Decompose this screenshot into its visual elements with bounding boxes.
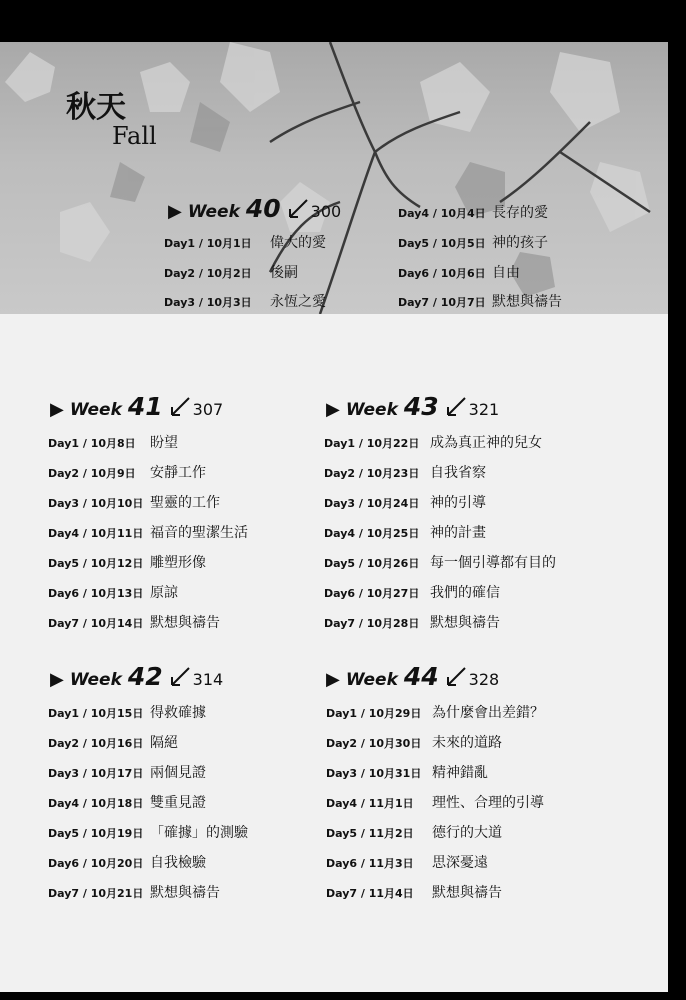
arrow-right-icon: ▶ [326,399,340,420]
day-date: Day6 / 10月20日 [48,857,144,870]
arrow-right-icon: ▶ [168,201,182,222]
day-date: Day6 / 10月6日 [398,267,486,280]
day-date: Day4 / 11月1日 [326,797,414,810]
day-topic: 神的孩子 [492,235,548,251]
day-date: Day6 / 10月13日 [48,587,144,600]
day-entry [326,792,544,812]
week-41-heading [50,392,223,421]
day-date: Day7 / 10月14日 [48,617,144,630]
day-entry [48,522,248,542]
week-44-heading [326,662,499,691]
day-entry [326,882,502,902]
day-date: Day7 / 10月21日 [48,887,144,900]
day-entry [164,262,298,282]
day-entry [48,852,206,872]
day-date: Day4 / 10月4日 [398,207,486,220]
day-date: Day2 / 10月2日 [164,267,252,280]
page-pointer-arrow-icon [169,666,191,688]
week-number: 40 [245,194,281,223]
day-entry [48,882,220,902]
day-entry [48,462,206,482]
day-date: Day7 / 10月7日 [398,296,486,309]
day-date: Day2 / 10月9日 [48,467,136,480]
day-topic: 默想與禱告 [430,615,500,631]
day-topic: 神的引導 [430,495,486,511]
day-entry [324,552,556,572]
day-topic: 為什麼會出差錯？ [432,705,544,721]
day-date: Day7 / 10月28日 [324,617,420,630]
week-42-heading [50,662,223,691]
week-label: Week [345,400,398,420]
day-entry [48,492,220,512]
day-entry [48,822,248,842]
week-label: Week [69,670,122,690]
day-entry [164,232,326,252]
day-date: Day4 / 10月11日 [48,527,144,540]
day-topic: 自我檢驗 [150,855,206,871]
week-page-number: 314 [192,670,224,689]
week-label: Week [187,202,240,222]
day-entry [48,552,206,572]
day-date: Day2 / 10月16日 [48,737,144,750]
day-entry [48,702,206,722]
arrow-right-icon: ▶ [50,669,64,690]
week-page-number: 300 [310,202,342,221]
day-topic: 默想與禱告 [150,885,220,901]
day-date: Day2 / 10月23日 [324,467,420,480]
day-entry [324,432,542,452]
week-43-heading [326,392,499,421]
arrow-right-icon: ▶ [326,669,340,690]
day-topic: 雕塑形像 [150,555,206,571]
day-date: Day3 / 10月3日 [164,296,252,309]
day-date: Day1 / 10月29日 [326,707,422,720]
day-entry [48,792,206,812]
day-topic: 每一個引導都有目的 [430,555,556,571]
day-date: Day6 / 11月3日 [326,857,414,870]
day-date: Day5 / 11月2日 [326,827,414,840]
day-entry [324,612,500,632]
season-title-english: Fall [112,122,157,150]
day-topic: 自由 [492,265,520,281]
week-number: 41 [127,392,163,421]
day-topic: 自我省察 [430,465,486,481]
day-date: Day5 / 10月19日 [48,827,144,840]
contents-page [0,42,668,992]
page-pointer-arrow-icon [445,666,467,688]
week-number: 43 [403,392,439,421]
day-topic: 「確據」的測驗 [150,825,248,841]
day-topic: 思深憂遠 [432,855,488,871]
day-topic: 隔絕 [150,735,178,751]
day-date: Day5 / 10月5日 [398,237,486,250]
day-entry [398,262,520,282]
arrow-right-icon: ▶ [50,399,64,420]
day-topic: 長存的愛 [492,205,548,221]
day-topic: 默想與禱告 [432,885,502,901]
day-topic: 雙重見證 [150,795,206,811]
day-entry [48,432,178,452]
day-date: Day6 / 10月27日 [324,587,420,600]
day-date: Day7 / 11月4日 [326,887,414,900]
day-topic: 未來的道路 [432,735,502,751]
day-topic: 我們的確信 [430,585,500,601]
day-topic: 成為真正神的兒女 [430,435,542,451]
day-entry [48,582,178,602]
day-entry [324,582,500,602]
week-label: Week [345,670,398,690]
day-topic: 福音的聖潔生活 [150,525,248,541]
day-date: Day1 / 10月8日 [48,437,136,450]
week-page-number: 307 [192,400,224,419]
day-entry [398,202,548,222]
day-topic: 原諒 [150,585,178,601]
day-topic: 安靜工作 [150,465,206,481]
day-entry [326,732,502,752]
day-entry [48,732,178,752]
day-entry [398,291,562,311]
day-date: Day5 / 10月26日 [324,557,420,570]
day-date: Day4 / 10月25日 [324,527,420,540]
day-topic: 聖靈的工作 [150,495,220,511]
day-topic: 後嗣 [270,265,298,281]
day-date: Day4 / 10月18日 [48,797,144,810]
week-page-number: 321 [468,400,500,419]
day-topic: 偉大的愛 [270,235,326,251]
day-entry [48,612,220,632]
day-entry [398,232,548,252]
week-page-number: 328 [468,670,500,689]
day-topic: 精神錯亂 [432,765,488,781]
week-number: 44 [403,662,439,691]
day-topic: 德行的大道 [432,825,502,841]
week-number: 42 [127,662,163,691]
day-date: Day5 / 10月12日 [48,557,144,570]
autumn-leaves-banner [0,42,668,314]
day-entry [326,852,488,872]
page-pointer-arrow-icon [287,198,309,220]
day-entry [326,762,488,782]
day-topic: 永恆之愛 [270,294,326,310]
week-label: Week [69,400,122,420]
season-title-chinese: 秋天 [66,90,126,125]
day-date: Day1 / 10月1日 [164,237,252,250]
day-topic: 神的計畫 [430,525,486,541]
page-pointer-arrow-icon [169,396,191,418]
day-topic: 盼望 [150,435,178,451]
day-topic: 理性、合理的引導 [432,795,544,811]
day-entry [326,822,502,842]
day-entry [324,492,486,512]
day-entry [326,702,544,722]
page-pointer-arrow-icon [445,396,467,418]
day-date: Day3 / 10月10日 [48,497,144,510]
day-topic: 默想與禱告 [492,294,562,310]
day-date: Day1 / 10月15日 [48,707,144,720]
week-40-heading [168,194,341,223]
day-entry [324,522,486,542]
day-date: Day3 / 10月24日 [324,497,420,510]
day-entry [324,462,486,482]
day-topic: 得救確據 [150,705,206,721]
day-entry [164,291,326,311]
day-date: Day3 / 10月31日 [326,767,422,780]
day-entry [48,762,206,782]
day-topic: 默想與禱告 [150,615,220,631]
day-date: Day3 / 10月17日 [48,767,144,780]
day-topic: 兩個見證 [150,765,206,781]
day-date: Day1 / 10月22日 [324,437,420,450]
day-date: Day2 / 10月30日 [326,737,422,750]
